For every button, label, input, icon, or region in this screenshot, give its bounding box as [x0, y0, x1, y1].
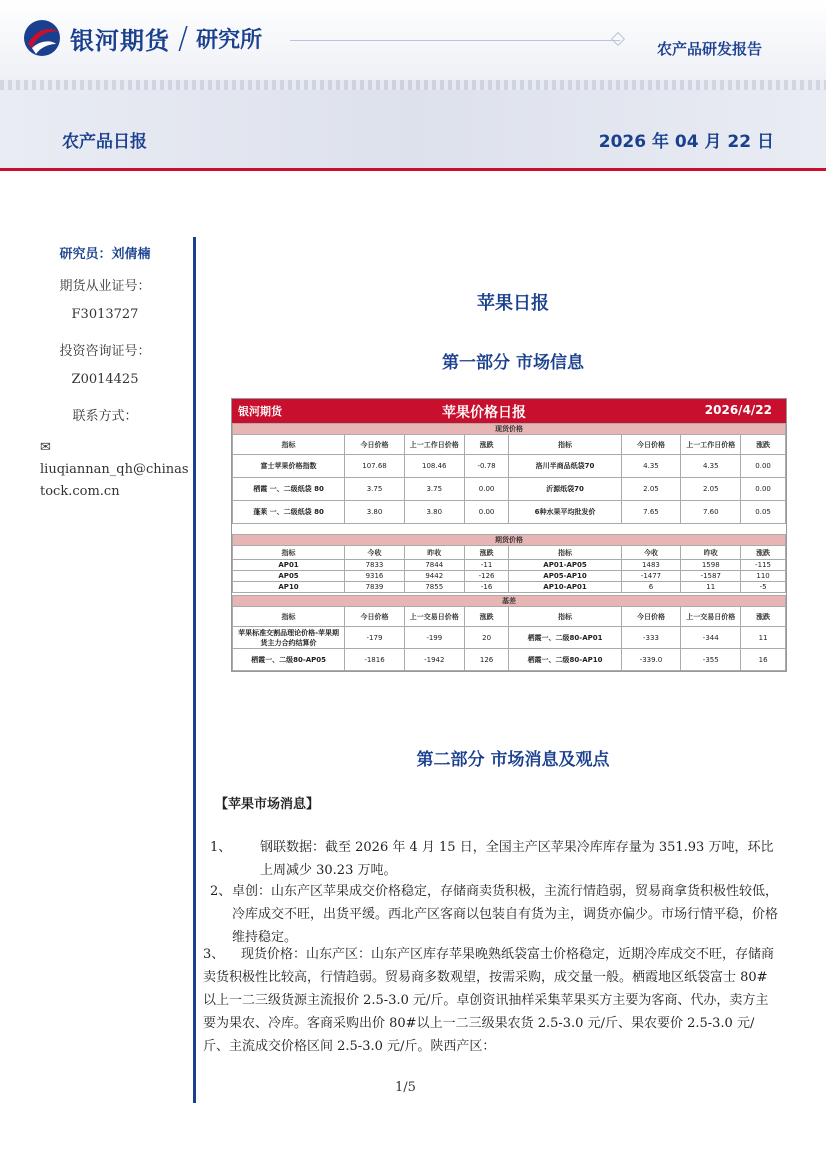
- table-cell: 3.75: [345, 478, 405, 501]
- table-cell: 0.00: [464, 501, 509, 524]
- spot-section-label: 现货价格: [233, 424, 786, 435]
- table-row: [233, 478, 786, 501]
- table-cell: -11: [464, 560, 509, 571]
- table-row: [233, 649, 786, 671]
- table-cell: -1477: [621, 571, 681, 582]
- table-header-cell: 今日价格: [345, 607, 405, 627]
- table-cell: -115: [741, 560, 786, 571]
- table-cell: 0.00: [464, 478, 509, 501]
- table-cell: -1942: [404, 649, 464, 671]
- brand-name: 银河期货: [70, 26, 170, 55]
- table-cell: -1816: [345, 649, 405, 671]
- news-item-3-num: 3、: [203, 947, 225, 962]
- title-band: [0, 80, 826, 170]
- table-cell: -5: [741, 582, 786, 593]
- table-cell: 7839: [345, 582, 405, 593]
- brand-sub: 研究所: [196, 27, 263, 53]
- table-logo: 银河期货: [238, 405, 282, 418]
- table-header-cell: 上一工作日价格: [681, 435, 741, 455]
- news-item-3-text: 现货价格：山东产区：山东产区库存苹果晚熟纸袋富士价格稳定，近期冷库成交不旺，存储商卖货积极性比较高，行情趋弱。贸易商多数观望，按需采购，成交量一般。栖霞地区纸袋富士 80#以上一二三级货源主流报价 2.5-3.0 元/斤。卓创资讯抽样采集苹果买方主要为客商、代办，卖方主要为果农、冷库。客商采购出价 80#以上一二三级果农货 2.5-3.0 元/斤、果农要价 2.5-3.0 元/斤、主流成交价格区间 2.5-3.0 元/斤。陕西产区：: [203, 947, 775, 1054]
- email-line-2: tock.com.cn: [40, 484, 120, 499]
- table-row: [233, 582, 786, 593]
- table-date: 2026/4/22: [704, 403, 772, 417]
- table-cell: 富士苹果价格指数: [233, 455, 345, 478]
- table-header-cell: 今日价格: [621, 607, 681, 627]
- page-number: 1/5: [395, 1080, 416, 1095]
- table-cell: -126: [464, 571, 509, 582]
- table-cell: 6: [621, 582, 681, 593]
- table-header-cell: 指标: [233, 435, 345, 455]
- table-header-cell: 今收: [621, 546, 681, 560]
- analyst-name: 研究员：刘倩楠: [59, 247, 151, 262]
- table-cell: 9316: [345, 571, 405, 582]
- table-cell: -344: [681, 627, 741, 649]
- table-cell: 栖霞一、二级80-AP05: [233, 649, 345, 671]
- table-cell: 1598: [681, 560, 741, 571]
- red-divider: [0, 168, 826, 171]
- table-cell: AP05-AP10: [509, 571, 621, 582]
- news-item-1-text: 钢联数据：截至 2026 年 4 月 15 日，全国主产区苹果冷库库存量为 351.93 万吨，环比上周减少 30.23 万吨。: [260, 840, 774, 878]
- table-cell: -339.0: [621, 649, 681, 671]
- table-cell: 20: [464, 627, 509, 649]
- table-cell: 洛川半商品纸袋70: [509, 455, 621, 478]
- table-header-cell: 今收: [345, 546, 405, 560]
- report-type: 农产品日报: [62, 132, 147, 152]
- table-cell: -333: [621, 627, 681, 649]
- table-cell: 126: [464, 649, 509, 671]
- table-cell: 3.80: [345, 501, 405, 524]
- table-cell: 11: [741, 627, 786, 649]
- table-row: [233, 627, 786, 649]
- table-header-cell: 涨跌: [464, 435, 509, 455]
- table-cell: -199: [404, 627, 464, 649]
- table-cell: 16: [741, 649, 786, 671]
- table-header-cell: 涨跌: [741, 435, 786, 455]
- report-date: 2026 年 04 月 22 日: [598, 132, 774, 152]
- sidebar-divider: [193, 237, 196, 1103]
- table-cell: 6种水果平均批发价: [509, 501, 621, 524]
- futures-table: [232, 534, 786, 593]
- table-header-cell: 昨收: [404, 546, 464, 560]
- table-cell: -179: [345, 627, 405, 649]
- table-cell: 0.05: [741, 501, 786, 524]
- table-row: [233, 455, 786, 478]
- report-category: 农产品研发报告: [656, 40, 762, 58]
- news-item-2-num: 2、: [210, 884, 232, 899]
- band-stripes: [0, 80, 826, 90]
- table-cell: 栖霞一、二级80-AP01: [509, 627, 621, 649]
- table-cell: 栖霞一、二级80-AP10: [509, 649, 621, 671]
- brand-logo: [22, 18, 262, 58]
- table-cell: 2.05: [681, 478, 741, 501]
- table-cell: 1483: [621, 560, 681, 571]
- table-cell: -1587: [681, 571, 741, 582]
- news-item-1: [210, 836, 780, 882]
- table-row: [233, 560, 786, 571]
- table-header-cell: 今日价格: [345, 435, 405, 455]
- table-cell: 108.46: [404, 455, 464, 478]
- table-cell: AP10-AP01: [509, 582, 621, 593]
- table-header-cell: 指标: [509, 435, 621, 455]
- section-2-title: 第二部分 市场消息及观点: [416, 750, 610, 770]
- table-cell: 0.00: [741, 478, 786, 501]
- price-table: [231, 398, 787, 672]
- contact-email[interactable]: [40, 437, 190, 503]
- table-cell: 3.80: [404, 501, 464, 524]
- table-cell: AP01-AP05: [509, 560, 621, 571]
- table-cell: 11: [681, 582, 741, 593]
- table-header-cell: 涨跌: [741, 607, 786, 627]
- table-cell: 110: [741, 571, 786, 582]
- header-divider: [290, 40, 620, 41]
- table-header-cell: 上一交易日价格: [681, 607, 741, 627]
- table-cell: -16: [464, 582, 509, 593]
- table-header-cell: 指标: [233, 607, 345, 627]
- table-cell: 蓬莱 一、二级纸袋 80: [233, 501, 345, 524]
- news-item-2-text: 卓创：山东产区苹果成交价格稳定，存储商卖货积极，主流行情趋弱，贸易商拿货积极性较低，冷库成交不旺，出货平缓。西北产区客商以包装自有货为主，调货亦偏少。市场行情平稳，价格维持稳定。: [232, 884, 779, 945]
- price-table-header: [232, 399, 786, 423]
- table-cell: AP05: [233, 571, 345, 582]
- table-row: [233, 501, 786, 524]
- table-cell: -0.78: [464, 455, 509, 478]
- contact-label: 联系方式：: [72, 409, 138, 424]
- table-cell: AP10: [233, 582, 345, 593]
- table-header-cell: 昨收: [681, 546, 741, 560]
- table-cell: 2.05: [621, 478, 681, 501]
- basis-table: [232, 595, 786, 671]
- table-header-cell: 涨跌: [741, 546, 786, 560]
- table-cell: 7.65: [621, 501, 681, 524]
- consult-label: 投资咨询证号：: [59, 344, 151, 359]
- table-cell: 7833: [345, 560, 405, 571]
- news-tag: 【苹果市场消息】: [215, 797, 320, 812]
- news-item-1-num: 1、: [210, 840, 232, 855]
- table-cell: 栖霞 一、二级纸袋 80: [233, 478, 345, 501]
- table-cell: 107.68: [345, 455, 405, 478]
- license-number: F3013727: [71, 307, 139, 322]
- table-cell: 3.75: [404, 478, 464, 501]
- table-header-cell: 上一工作日价格: [404, 435, 464, 455]
- table-header-cell: 今日价格: [621, 435, 681, 455]
- table-cell: 4.35: [621, 455, 681, 478]
- spot-table: [232, 423, 786, 524]
- mail-icon: ✉: [40, 440, 51, 455]
- table-header-cell: 上一交易日价格: [404, 607, 464, 627]
- consult-number: Z0014425: [71, 372, 139, 387]
- news-item-2: [210, 880, 780, 949]
- brand-separator: /: [178, 20, 189, 56]
- email-line-1: liuqiannan_qh@chinas: [40, 462, 189, 477]
- table-title: 苹果价格日报: [442, 405, 526, 421]
- table-row: [233, 571, 786, 582]
- futures-section-label: 期货价格: [233, 535, 786, 546]
- table-cell: 苹果标准交割品理论价格-苹果期货主力合约结算价: [233, 627, 345, 649]
- table-cell: -355: [681, 649, 741, 671]
- table-cell: 沂源纸袋70: [509, 478, 621, 501]
- table-cell: 7.60: [681, 501, 741, 524]
- table-cell: 0.00: [741, 455, 786, 478]
- news-item-3: [203, 943, 778, 1058]
- table-cell: 4.35: [681, 455, 741, 478]
- table-header-cell: 涨跌: [464, 546, 509, 560]
- table-header-cell: 指标: [509, 546, 621, 560]
- section-1-title: 第一部分 市场信息: [442, 353, 584, 373]
- table-header-cell: 指标: [233, 546, 345, 560]
- table-cell: 7844: [404, 560, 464, 571]
- table-header-cell: 指标: [509, 607, 621, 627]
- page-title: 苹果日报: [477, 293, 549, 314]
- license-label: 期货从业证号：: [59, 279, 151, 294]
- basis-section-label: 基差: [233, 596, 786, 607]
- galaxy-logo-icon: [22, 18, 62, 58]
- table-header-cell: 涨跌: [464, 607, 509, 627]
- table-cell: AP01: [233, 560, 345, 571]
- table-cell: 9442: [404, 571, 464, 582]
- table-cell: 7855: [404, 582, 464, 593]
